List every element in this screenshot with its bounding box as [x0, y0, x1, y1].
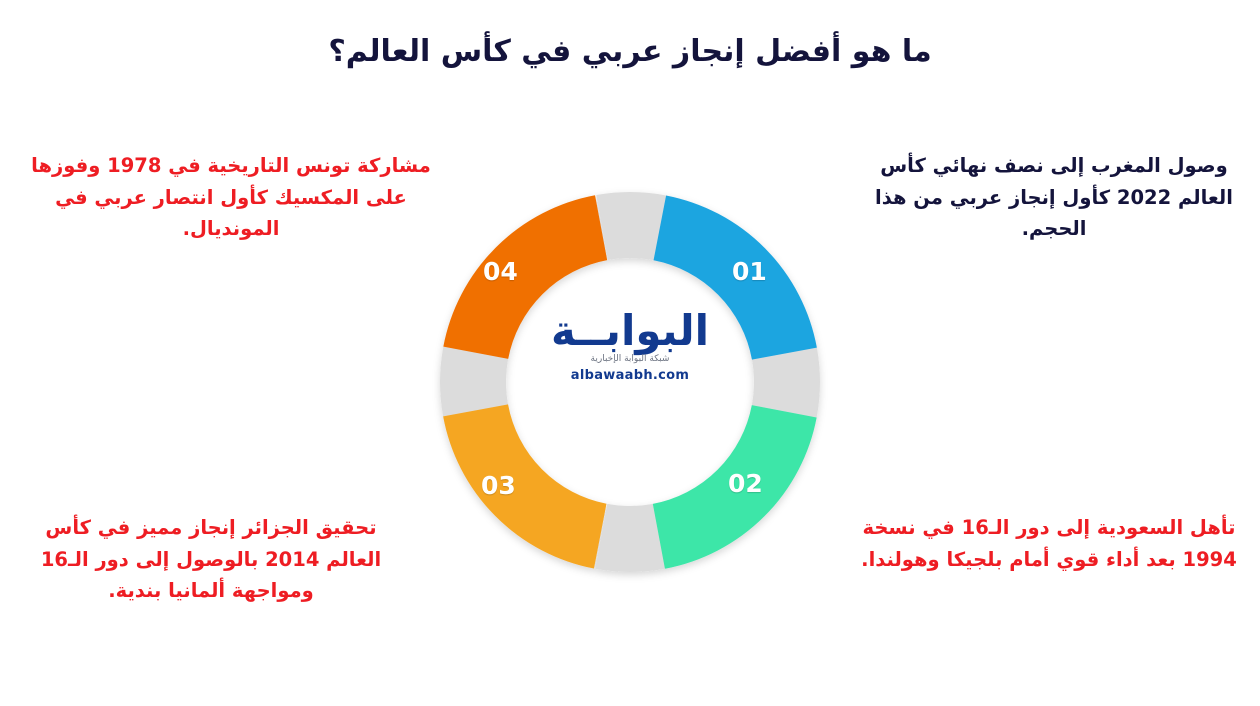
segment-text-02: تأهل السعودية إلى دور الـ16 في نسخة 1994 بعد أداء قوي أمام بلجيكا وهولندا. [861, 516, 1237, 571]
segment-number-03: 03 [481, 471, 516, 500]
segment-number-02: 02 [728, 469, 763, 498]
brand-logo [518, 306, 742, 450]
segment-number-04: 04 [483, 257, 518, 286]
segment-number-01: 01 [732, 257, 767, 286]
page-title: ما هو أفضل إنجاز عربي في كأس العالم؟ [328, 34, 932, 69]
logo-url: albawaabh.com [570, 368, 690, 383]
segment-text-01: وصول المغرب إلى نصف نهائي كأس العالم 2022 كأول إنجاز عربي من هذا الحجم. [875, 154, 1233, 241]
donut-chart [410, 162, 850, 602]
logo-tagline: شبكة البوابة الإخبارية [590, 354, 670, 364]
segment-text-03: تحقيق الجزائر إنجاز مميز في كأس العالم 2014 بالوصول إلى دور الـ16 ومواجهة ألمانيا بندية. [40, 516, 382, 603]
segment-text-04: مشاركة تونس التاريخية في 1978 وفوزها على المكسيك كأول انتصار عربي في المونديال. [31, 154, 431, 241]
logo-wordmark: البوابــة [551, 306, 709, 355]
